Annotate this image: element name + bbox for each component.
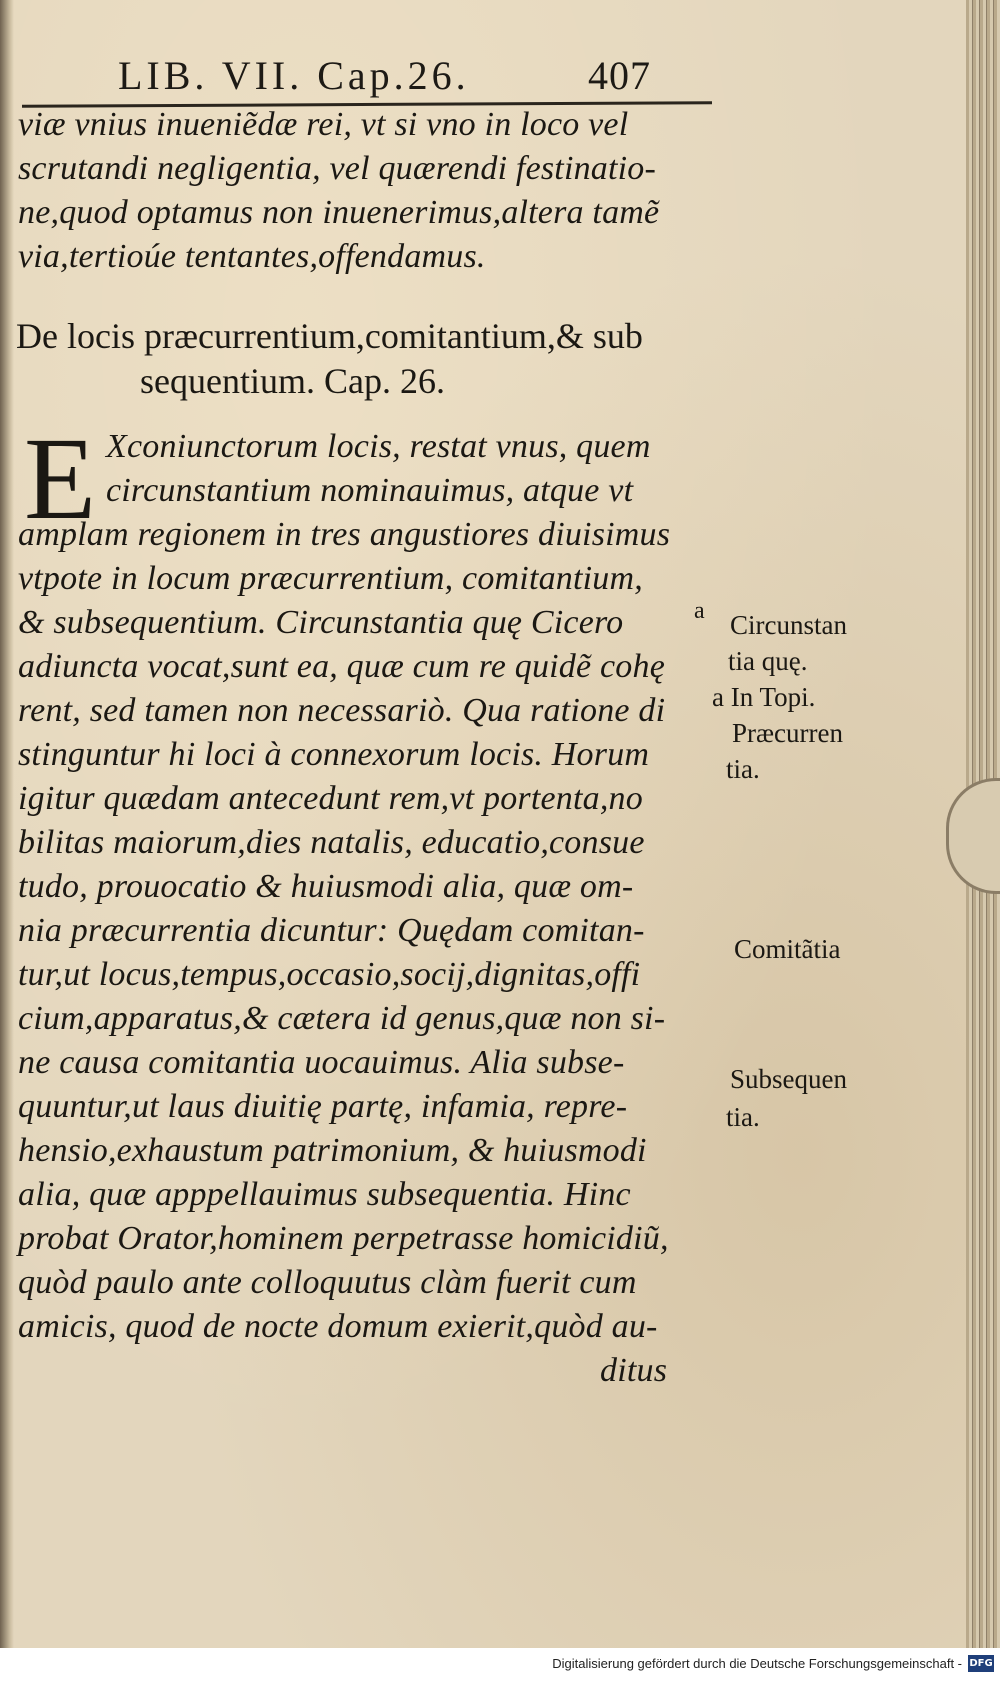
body-line: ne,quod optamus non inuenerimus,altera tamẽ	[18, 194, 660, 231]
body-line: nia præcurrentia dicuntur: Quędam comitan-	[18, 912, 645, 949]
body-line: & subsequentium. Circunstantia quę Cicero	[18, 604, 624, 641]
body-line: probat Orator,hominem perpetrasse homicidiũ,	[18, 1220, 669, 1257]
page-tab-notch	[946, 778, 1000, 894]
body-line: circunstantium nominauimus, atque vt	[106, 472, 634, 509]
page-number: 407	[588, 53, 651, 98]
margin-note: tia quę.	[728, 646, 808, 676]
body-line: viæ vnius inueniẽdæ rei, vt si vno in loco vel	[18, 106, 629, 143]
chapter-heading-line: sequentium. Cap. 26.	[140, 361, 445, 401]
margin-note: Subsequen	[730, 1064, 847, 1094]
body-line: via,tertioúe tentantes,offendamus.	[18, 238, 486, 275]
running-title: LIB. VII. Cap.26.	[118, 53, 470, 98]
body-line: ne causa comitantia uocauimus. Alia subse-	[18, 1044, 625, 1081]
margin-note: tia.	[726, 754, 760, 784]
body-line: vtpote in locum præcurrentium, comitantium,	[18, 560, 643, 597]
body-line: hensio,exhaustum patrimonium, & huiusmodi	[18, 1132, 647, 1169]
inline-reference: a	[694, 598, 705, 624]
footer-bar	[0, 1648, 1000, 1682]
body-line: bilitas maiorum,dies natalis, educatio,consue	[18, 824, 645, 861]
body-line: amplam regionem in tres angustiores diuisimus	[18, 516, 671, 553]
margin-note: a In Topi.	[712, 682, 816, 712]
margin-note: Præcurren	[732, 718, 843, 748]
dfg-logo: DFG	[968, 1655, 994, 1672]
gutter-shadow	[0, 0, 14, 1648]
body-line: adiuncta vocat,sunt ea, quæ cum re quidẽ cohę	[18, 648, 665, 685]
drop-cap: E	[24, 413, 97, 544]
body-line: tur,ut locus,tempus,occasio,socij,dignitas,offi	[18, 956, 641, 993]
body-line: stinguntur hi loci à connexorum locis. Horum	[18, 736, 650, 773]
body-line: cium,apparatus,& cætera id genus,quæ non si-	[18, 1000, 666, 1037]
body-line: Xconiunctorum locis, restat vnus, quem	[106, 428, 651, 465]
body-line: tudo, prouocatio & huiusmodi alia, quæ om-	[18, 868, 634, 905]
body-line: quòd paulo ante colloquutus clàm fuerit cum	[18, 1264, 637, 1301]
catchword: ditus	[600, 1352, 668, 1389]
body-line: quuntur,ut laus diuitię partę, infamia, repre-	[18, 1088, 628, 1125]
body-line: alia, quæ apppellauimus subsequentia. Hinc	[18, 1176, 631, 1213]
margin-note: tia.	[726, 1102, 760, 1132]
chapter-heading-line: De locis præcurrentium,comitantium,& sub	[16, 316, 643, 356]
margin-note: Circunstan	[730, 610, 847, 640]
body-line: igitur quædam antecedunt rem,vt portenta,no	[18, 780, 643, 817]
margin-note: Comitãtia	[734, 934, 841, 964]
body-line: amicis, quod de nocte domum exierit,quòd au-	[18, 1308, 658, 1345]
body-line: rent, sed tamen non necessariò. Qua ratione di	[18, 692, 666, 729]
body-line: scrutandi negligentia, vel quærendi festinatio-	[18, 150, 657, 187]
funding-credit: Digitalisierung gefördert durch die Deutsche Forschungsgemeinschaft -	[552, 1656, 962, 1671]
